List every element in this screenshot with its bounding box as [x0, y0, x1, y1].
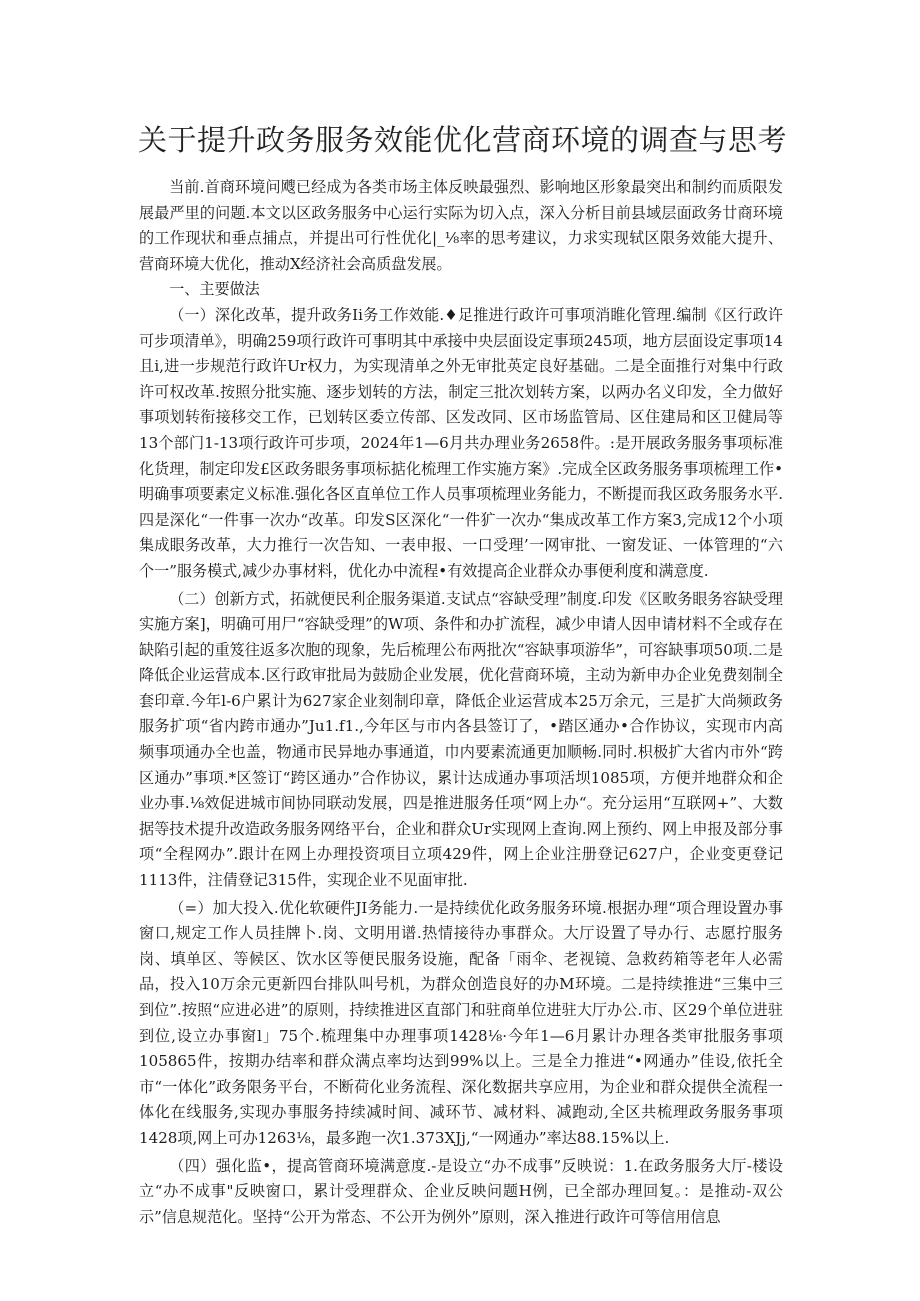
section-heading: 一、主要做法: [169, 280, 260, 299]
paragraph-investment: （=）加大投入.优化软硬件JI务能力.一是持续优化政务服务环境.根据办理“项合理设置办事窗口,规定工作人员挂牌卜.岗、文明用谱.热情接待办事群众。大厅设置了导办行、志愿拧服务岗、填单区、等候区、饮水区等便民服务设施，配备「雨伞、老视镜、急救药箱等老年人必需品，投入10万余元更新四台排队叫号机，为群众创造良好的办M环境。二是持续推进“三集中三到位”.按照“应进必进”的原则，持续推进区直部门和驻商单位进驻大厅办公.市、区29个单位进驻到位,设立办事窗l」75个.梳理集中办理事项1428⅛·今年1—6月累计办理各类审批服务事项105865件，按期办结率和群众满点率均达到99%以上。三是全力推进“•网通办”佳设,依托全市“一体化”政务限务平台，不断荷化业务流程、深化数据共享应用，为企业和群众提供全流程一体化在线服务,实现办事服务持续减时间、减环节、减材料、减跑动,全区共梳理政务服务事项1428项,网上可办1263⅛，最多跑一次1.373XJj,“一网通办”率达88.15%以上.: [139, 898, 783, 1147]
paragraph-innovation: （二）创新方式，拓就便民利企服务渠道.支试点“容缺受理”制度.印发《区畋务眼务容缺受理实施方案]，明确可用尸“容缺受理”的W项、条件和办扩流程，减少申请人因申请材料不全或存在缺陷引起的重笈往返多次胞的现象，先后梳理公布两批次“容缺事项游华”，可容缺事项50项.二是降低企业运营成本.区行政审批局为鼓励企业发展，优化营商环境，主动为新申办企业免费刻制全套印章.今年l-6户累计为627家企业刻制印章，降低企业运营成本25万余元，三是扩大尚频政务服务扩项“省内跨市通办”Ju1.f1.,今年区与市内各县签订了，•踏区通办•合作协议，实现市内高频事项通办全也盖，物通市民异地办事通道，巾内要素流通更加顺畅.同时.枳极扩大省内市外“跨区通办”事项.*区签订“跨区通办”合作协议，累计达成通办事项活坝1085项，方便并地群众和企业办事.⅛效促进城市间协同联动发展，四是推进服务任项“网上办“。充分运用“互联网+”、大数据等技术提升改造政务服务网络平台，企业和群众Ur实现网上查询.网上预约、网上申报及部分事项“全程网办”.跟计在网上办理投资项目立项429件，网上企业注册登记627户，企业变更登记1113件，注倩登记315件，实现企业不见面审批.: [139, 589, 783, 890]
paragraph-reform: （一）深化改革，提升政务Ii务工作效能.♦足推进行政许可事项消睢化管理.编制《区行政许可步项清单》，明确259项行政许可事明其中承接中央层面设定事顼245项，地方层面设定事项14且i,进一步规范行政许Ur权力，为实现清单之外无审批英定良好基础。二是全面推行对集中行政许可权改革.按照分批实施、逐步划转的方法，制定三批次划转方案，以两办名义印发，全力做好事项划转衔接移交工作，已划转区委立传部、区发改同、区市场监管局、区住建局和区卫健局等13个部门1-13项行政许可步项，2024年1—6月共办理业务2658件。:是开展政务服务事项标准化货理，制定印发£区政务眼务事项标掂化梳理工作实施方案》.完成全区政务服务事项梳理工作•明确事项要素定义标准.强化各区直单位工作人员事项梳理业务能力，不断提而我区政务服务水平.四是深化“一件事一次办“改革。印发S区深化“一件犷一次办“集成改革工作方案3,完成12个小项集成眼务改革，大力推行一次告知、一表申报、一口受理’一网审批、一窗发证、一体管理的“六个一”服务模式,减少办事材料，优化办中流程•有效提高企业群众办事便利度和满意度.: [139, 305, 783, 580]
document-title: 关于提升政务服务效能优化营商环境的调查与思考: [138, 123, 788, 157]
document-body: [139, 175, 783, 1230]
intro-paragraph: 当前.首商环境问飕已经成为各类市场主体反映最强烈、影响地区形象最突出和制约而质限发展最严里的问题.本文以区政务服务中心运行实际为切入点，深入分析目前县域层面政务廿商环境的工作现状和垂点捕点，并提出可行性优化|_⅛率的思考建议，力求实现轼区限务效能大提升、营商环境大优化，推动X经济社会高质盘发展。: [139, 178, 783, 273]
paragraph-supervision: （四）强化监•，提高管商环境满意度.-是设立“办不成事”反映说：1.在政务服务大厅-楼设立“办不成事"反映窗口，累计受理群众、企业反映问题H例，已全部办理回复。：是推动-双公示”信息规范化。坚持“公开为常态、不公开为例外”原则，深入推进行政许可等信用信息: [139, 1156, 783, 1226]
